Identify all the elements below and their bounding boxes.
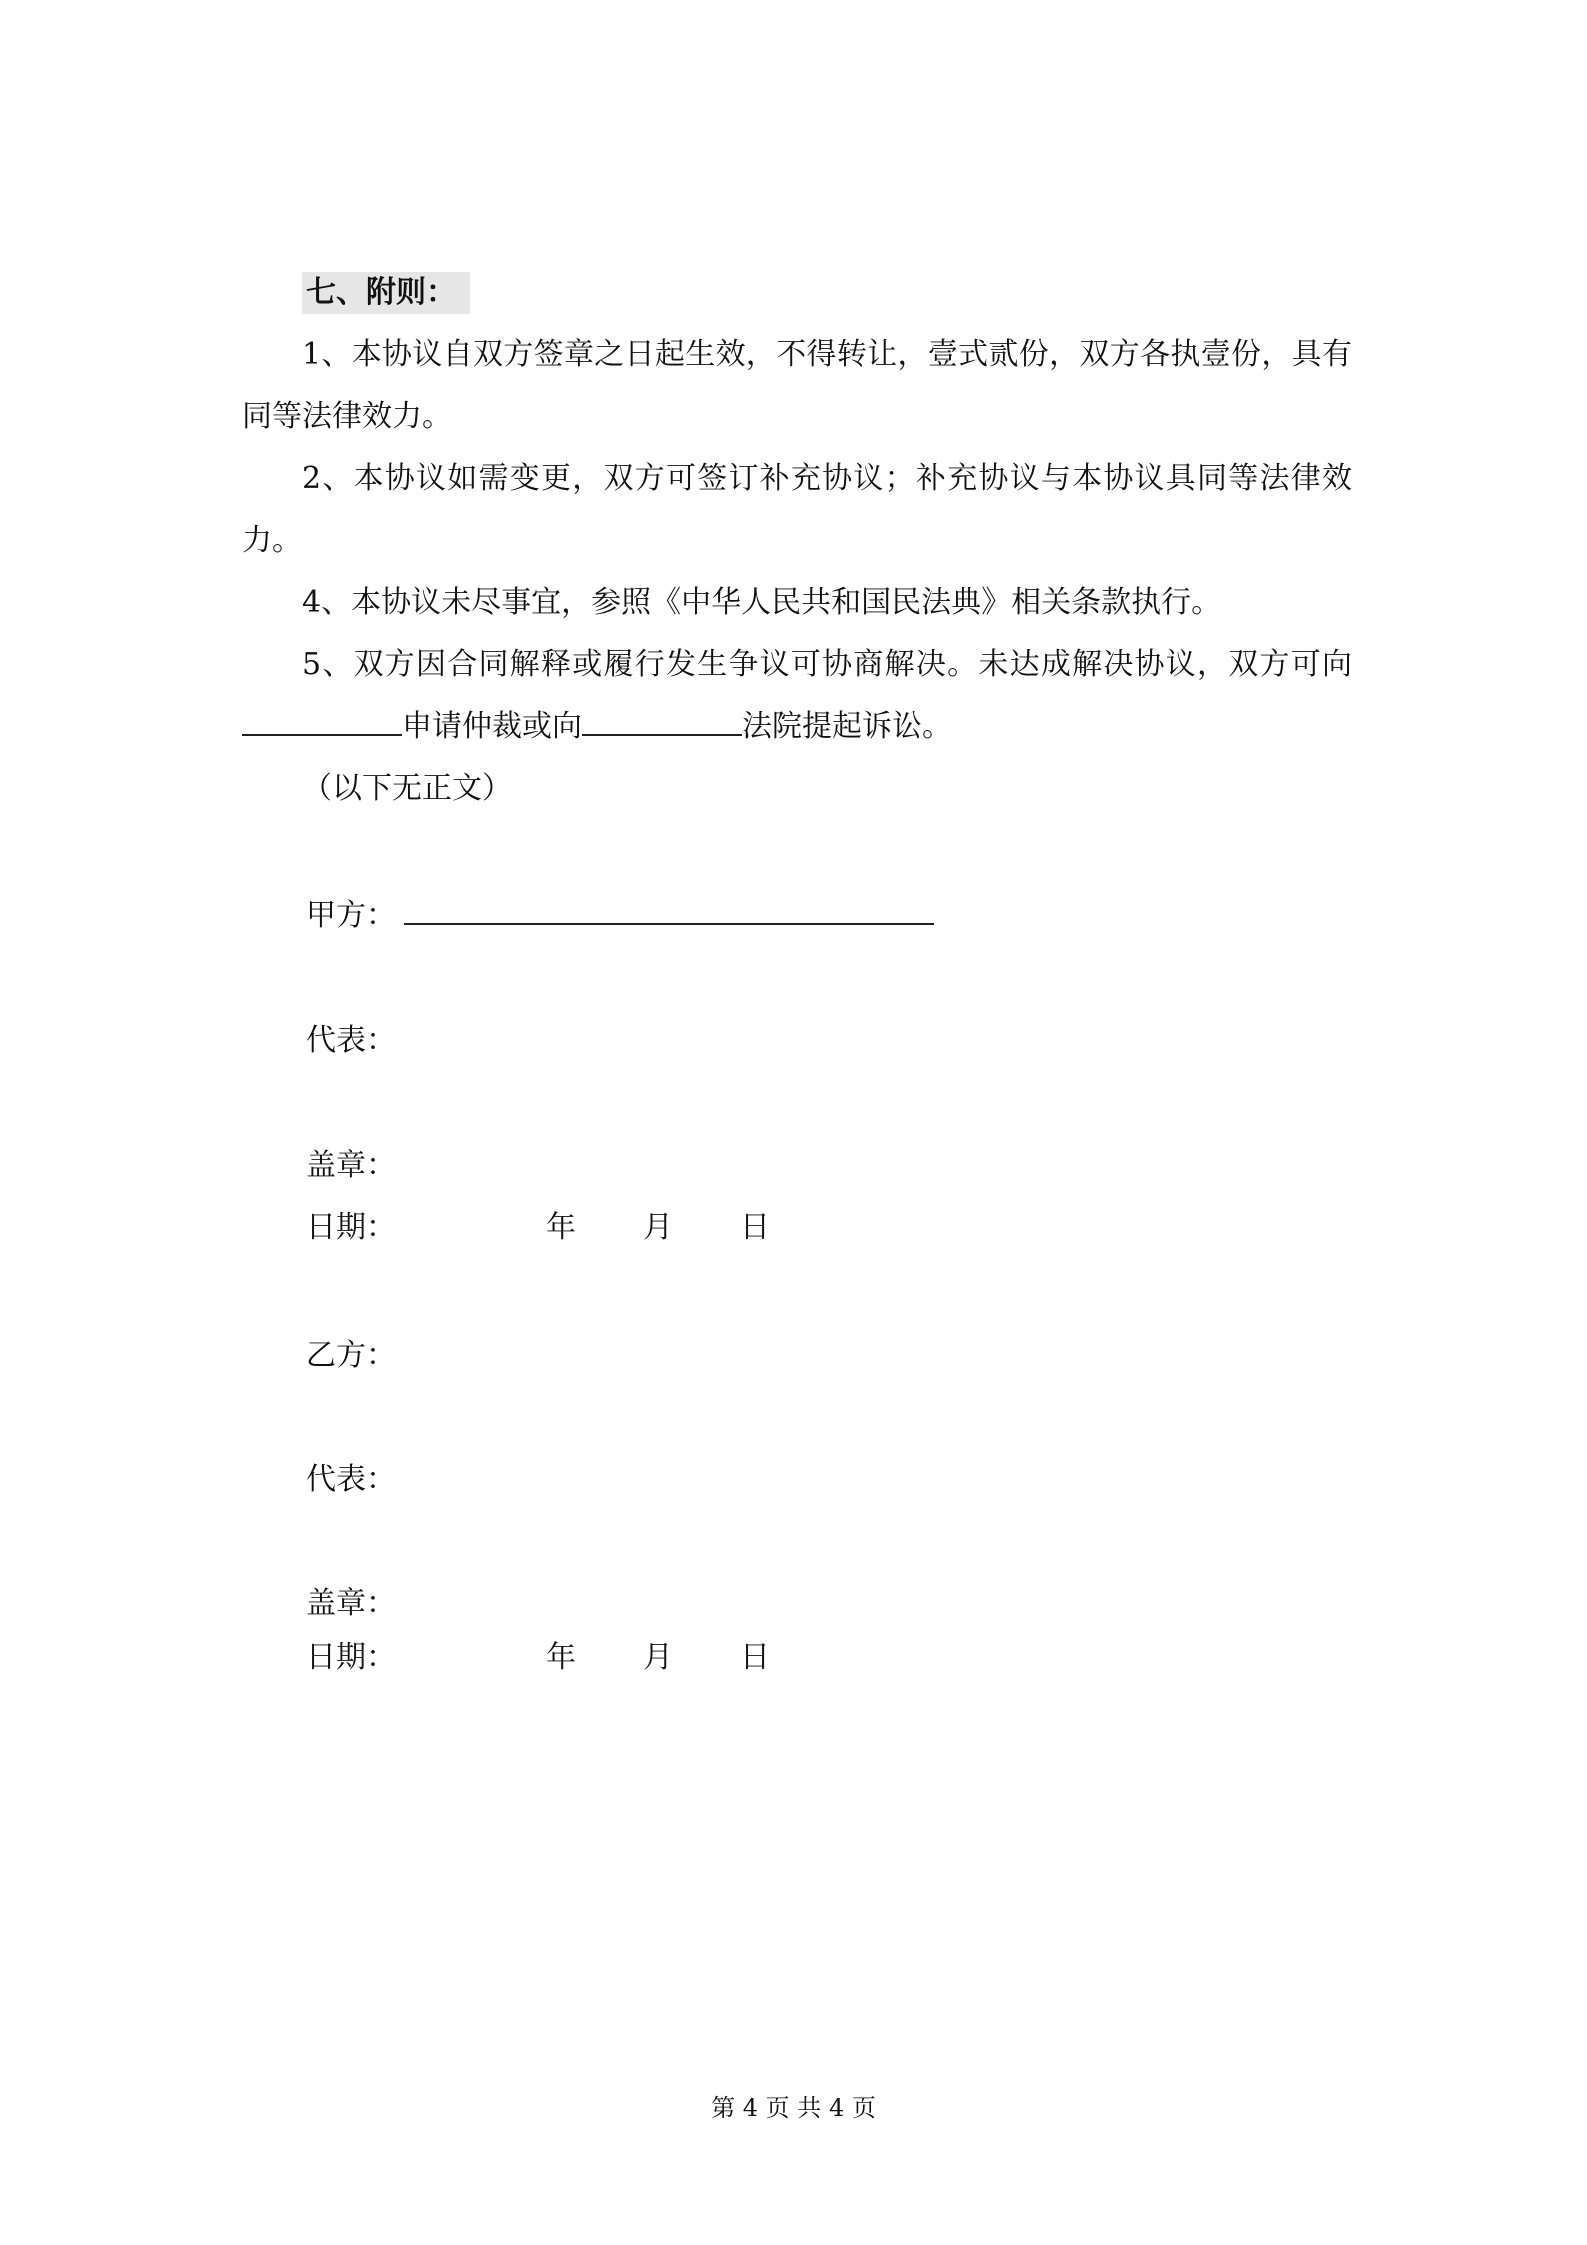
party-b-year: 年 — [546, 1640, 576, 1675]
party-b-date — [306, 1638, 806, 1678]
party-a-rep: 代表： — [306, 1023, 396, 1058]
arbitration-blank — [242, 710, 402, 736]
party-b-month: 月 — [643, 1640, 673, 1675]
clause-4: 4、本协议未尽事宜，参照《中华人民共和国民法典》相关条款执行。 — [302, 585, 1222, 620]
clause-5-part1: 5、双方因合同解释或履行发生争议可协商解决。未达成解决协议，双方可向 — [302, 647, 1352, 682]
party-b-day: 日 — [740, 1640, 770, 1675]
party-b-seal: 盖章： — [306, 1586, 396, 1621]
section-heading — [302, 262, 1352, 324]
party-a-underline — [404, 897, 934, 925]
party-a-date — [306, 1208, 806, 1248]
party-a-date-label: 日期： — [306, 1210, 396, 1245]
party-a-month: 月 — [643, 1210, 673, 1245]
court-blank — [582, 710, 742, 736]
clause-5 — [242, 634, 1352, 758]
agreement-body — [242, 262, 1352, 820]
party-b-date-label: 日期： — [306, 1640, 396, 1675]
party-a-line — [306, 896, 934, 936]
party-b-label: 乙方： — [306, 1338, 396, 1373]
clause-5-part2: 申请仲裁或向 — [402, 709, 582, 744]
party-a-year: 年 — [546, 1210, 576, 1245]
clause-2: 2、本协议如需变更，双方可签订补充协议；补充协议与本协议具同等法律效力。 — [242, 461, 1352, 558]
page-footer: 第 4 页 共 4 页 — [711, 2094, 876, 2122]
party-b-rep: 代表： — [306, 1462, 396, 1497]
section-heading-text: 七、附则： — [302, 272, 470, 314]
party-a-seal: 盖章： — [306, 1148, 396, 1183]
clause-1: 1、本协议自双方签章之日起生效，不得转让，壹式贰份，双方各执壹份，具有同等法律效力。 — [242, 337, 1352, 434]
end-note: （以下无正文） — [302, 771, 512, 806]
party-a-day: 日 — [740, 1210, 770, 1245]
clause-5-part3: 法院提起诉讼。 — [742, 709, 952, 744]
party-a-label: 甲方： — [306, 898, 396, 933]
